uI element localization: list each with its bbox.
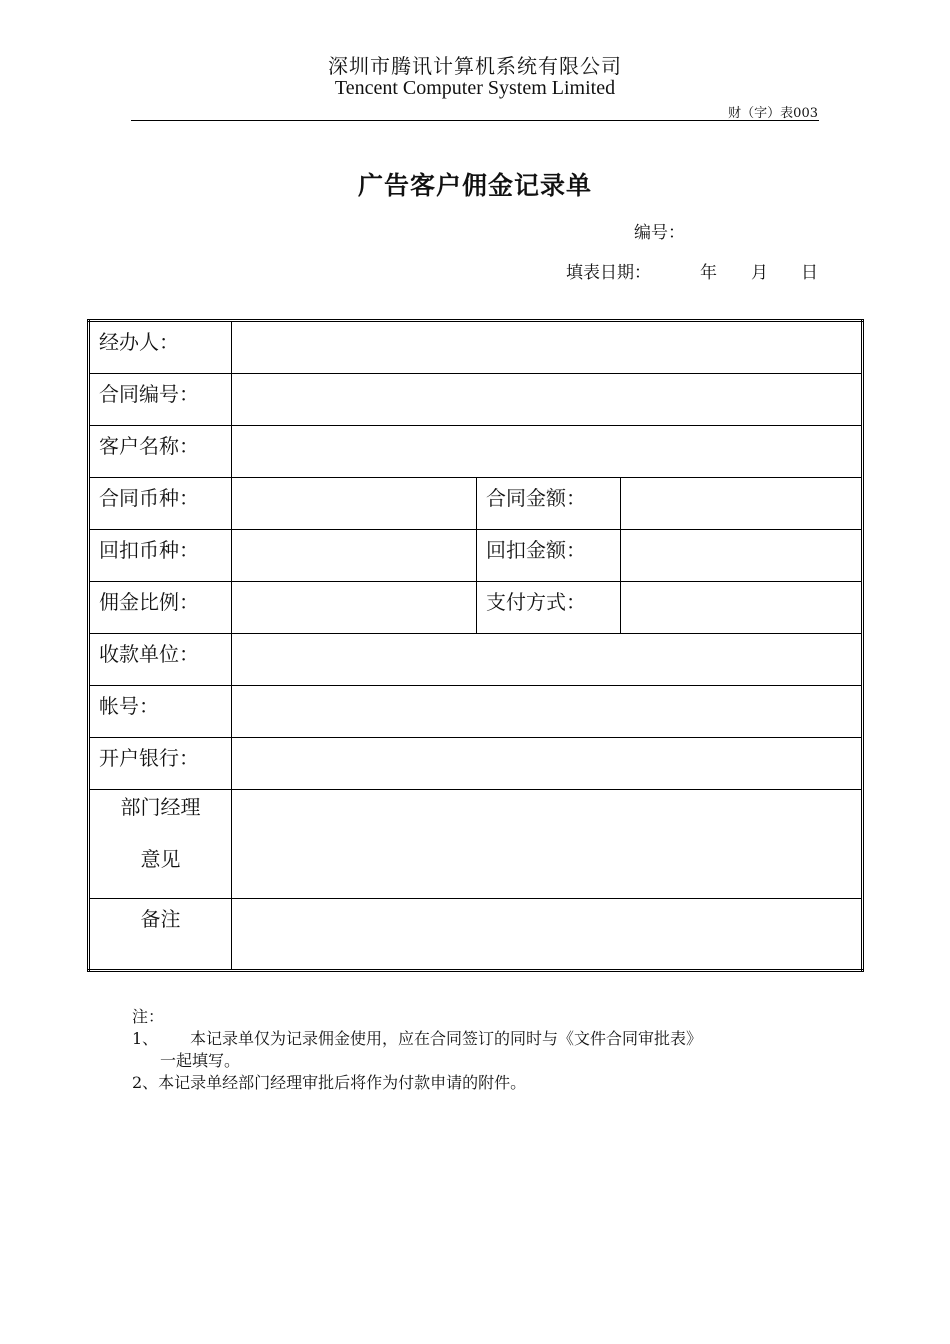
payment-method-field[interactable] xyxy=(621,582,863,634)
table-row-commission-ratio xyxy=(89,582,863,634)
commission-record-table xyxy=(87,319,864,972)
customer-name-label: 客户名称： xyxy=(89,426,232,478)
serial-number-label: 编号： xyxy=(634,223,685,243)
manager-opinion-line2: 意见 xyxy=(140,847,181,871)
form-code: 财（字）表003 xyxy=(728,106,818,121)
customer-name-field[interactable] xyxy=(232,426,863,478)
table-row-bank xyxy=(89,738,863,790)
notes-section xyxy=(132,1006,832,1094)
table-row-customer-name xyxy=(89,426,863,478)
manager-opinion-field[interactable] xyxy=(232,790,863,899)
rebate-currency-field[interactable] xyxy=(232,530,477,582)
rebate-amount-label: 回扣金额： xyxy=(477,530,621,582)
table-row-payee xyxy=(89,634,863,686)
account-label: 帐号： xyxy=(89,686,232,738)
manager-opinion-label xyxy=(89,790,232,899)
table-row-contract-currency xyxy=(89,478,863,530)
commission-ratio-label: 佣金比例： xyxy=(89,582,232,634)
fill-date xyxy=(566,258,818,283)
date-year-label: 年 xyxy=(700,263,717,283)
table-row-remark xyxy=(89,899,863,971)
note-item-2: 2、本记录单经部门经理审批后将作为付款申请的附件。 xyxy=(132,1073,527,1092)
company-name-en: Tencent Computer System Limited xyxy=(334,77,616,99)
note-item-1-continuation: 一起填写。 xyxy=(160,1051,241,1070)
table-row-manager-opinion xyxy=(89,790,863,899)
note-item-1 xyxy=(132,1028,832,1050)
date-month-label: 月 xyxy=(751,263,768,283)
table-row-contract-no xyxy=(89,374,863,426)
fill-date-label: 填表日期： xyxy=(566,263,651,283)
handler-label: 经办人： xyxy=(89,321,232,374)
note-item-1-number: 1、 xyxy=(132,1029,159,1048)
payee-field[interactable] xyxy=(232,634,863,686)
remark-label: 备注 xyxy=(89,899,232,971)
contract-amount-label: 合同金额： xyxy=(477,478,621,530)
manager-opinion-line1: 部门经理 xyxy=(120,795,201,819)
header-divider xyxy=(131,120,819,121)
note-item-1-text: 本记录单仅为记录佣金使用，应在合同签订的同时与《文件合同审批表》 xyxy=(190,1029,703,1048)
date-day-label: 日 xyxy=(801,263,818,283)
table-row-rebate-currency xyxy=(89,530,863,582)
contract-currency-field[interactable] xyxy=(232,478,477,530)
table-row-handler xyxy=(89,321,863,374)
form-title: 广告客户佣金记录单 xyxy=(357,171,592,200)
rebate-amount-field[interactable] xyxy=(621,530,863,582)
table-row-account xyxy=(89,686,863,738)
company-name-cn: 深圳市腾讯计算机系统有限公司 xyxy=(328,54,622,78)
payee-label: 收款单位： xyxy=(89,634,232,686)
bank-field[interactable] xyxy=(232,738,863,790)
commission-ratio-field[interactable] xyxy=(232,582,477,634)
handler-field[interactable] xyxy=(232,321,863,374)
account-field[interactable] xyxy=(232,686,863,738)
contract-no-label: 合同编号： xyxy=(89,374,232,426)
contract-amount-field[interactable] xyxy=(621,478,863,530)
rebate-currency-label: 回扣币种： xyxy=(89,530,232,582)
bank-label: 开户银行： xyxy=(89,738,232,790)
notes-heading: 注： xyxy=(132,1007,165,1026)
payment-method-label: 支付方式： xyxy=(477,582,621,634)
contract-currency-label: 合同币种： xyxy=(89,478,232,530)
remark-field[interactable] xyxy=(232,899,863,971)
contract-no-field[interactable] xyxy=(232,374,863,426)
